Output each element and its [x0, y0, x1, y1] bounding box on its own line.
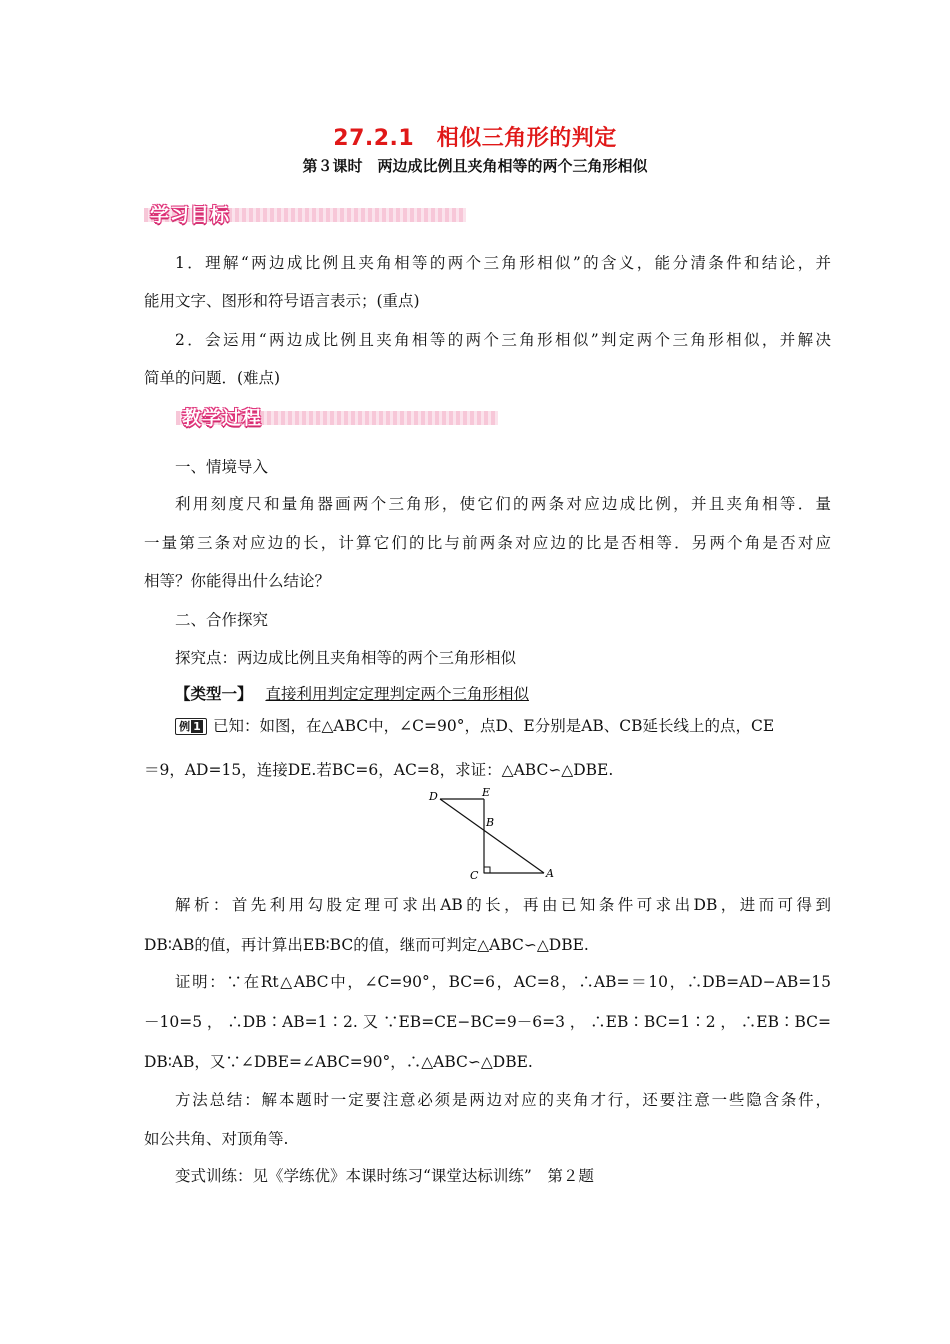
triangle-figure [420, 786, 560, 882]
analysis-line-1: 解析：首先利用勾股定理可求出AB的长，再由已知条件可求出DB，进而可得到 [175, 896, 831, 914]
example-1-line-1 [175, 716, 831, 736]
type-label: 【类型一】 [175, 684, 253, 703]
section-1-paragraph-line-3: 相等？你能得出什么结论？ [144, 572, 331, 590]
variant-training: 变式训练：见《学练优》本课时练习“课堂达标训练” 第２题 [175, 1167, 594, 1185]
goal-2-line-2: 简单的问题．(难点) [144, 369, 281, 387]
type-title: 直接利用判定定理判定两个三角形相似 [265, 685, 529, 703]
right-angle-mark [484, 867, 490, 873]
label-D: D [429, 790, 438, 803]
label-A: A [546, 867, 554, 880]
segment-DA [440, 799, 544, 873]
goal-2-line-1: 2．会运用“两边成比例且夹角相等的两个三角形相似”判定两个三角形相似，并解决 [175, 331, 831, 349]
goals-banner [144, 200, 466, 226]
process-banner [176, 403, 498, 429]
label-E: E [482, 786, 491, 799]
section-2-heading: 二、合作探究 [175, 611, 269, 629]
method-line-2: 如公共角、对顶角等. [144, 1130, 289, 1148]
goal-1-line-2: 能用文字、图形和符号语言表示；(重点) [144, 292, 420, 310]
method-line-1: 方法总结：解本题时一定要注意必须是两边对应的夹角才行，还要注意一些隐含条件， [175, 1091, 831, 1109]
analysis-line-2: DB∶AB的值，再计算出EB∶BC的值，继而可判定△ABC∽△DBE. [144, 936, 589, 954]
goals-banner-label: 学习目标 [150, 204, 231, 226]
explore-point: 探究点：两边成比例且夹角相等的两个三角形相似 [175, 649, 517, 667]
page-title: 27.2.1 相似三角形的判定 [333, 126, 617, 151]
section-1-paragraph-line-2: 一量第三条对应边的长，计算它们的比与前两条对应边的比是否相等．另两个角是否对应 [144, 534, 831, 552]
goal-1-line-1: 1．理解“两边成比例且夹角相等的两个三角形相似”的含义，能分清条件和结论，并 [175, 254, 831, 272]
proof-line-2: －10=5，∴DB∶AB=1∶2.又∵EB=CE−BC=9－6=3，∴EB∶BC=1∶2，∴EB∶BC= [144, 1013, 831, 1031]
label-C: C [470, 869, 479, 882]
label-B: B [486, 816, 495, 829]
page-subtitle: 第３课时 两边成比例且夹角相等的两个三角形相似 [302, 157, 648, 175]
process-banner-label: 教学过程 [182, 407, 263, 429]
section-1-heading: 一、情境导入 [175, 458, 269, 476]
proof-line-3: DB∶AB，又∵∠DBE=∠ABC=90°，∴△ABC∽△DBE. [144, 1053, 533, 1071]
section-1-paragraph-line-1: 利用刻度尺和量角器画两个三角形，使它们的两条对应边成比例，并且夹角相等．量 [175, 495, 831, 513]
example-badge: 例 1 [175, 718, 207, 735]
type-heading [175, 684, 529, 704]
example-1-line-2: ＝9，AD=15，连接DE.若BC=6，AC=8，求证：△ABC∽△DBE. [144, 761, 614, 779]
proof-line-1: 证明：∵在Rt△ABC中，∠C=90°，BC=6，AC=8，∴AB=＝10，∴DB=AD−AB=15 [175, 973, 831, 991]
example-1-text: 已知：如图，在△ABC中，∠C=90°，点D、E分别是AB、CB延长线上的点，CE [213, 717, 775, 735]
